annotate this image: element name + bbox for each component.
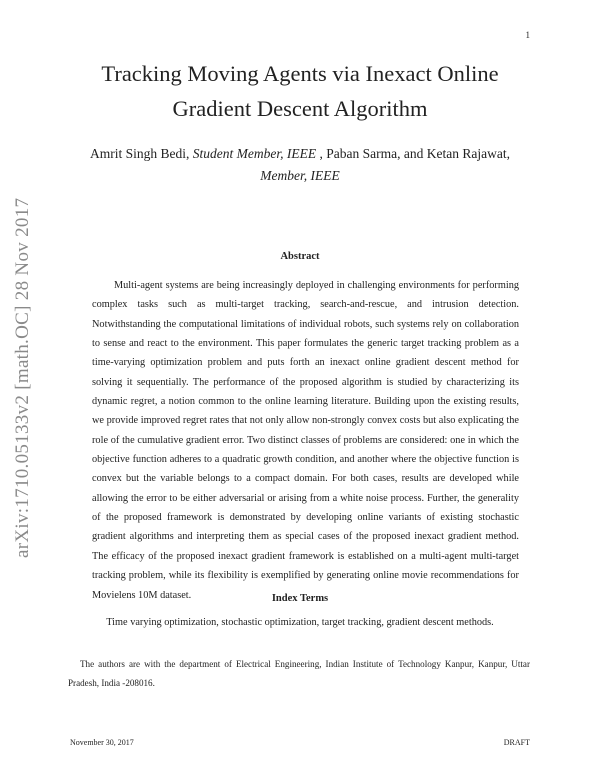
page-number: 1 <box>525 30 530 40</box>
index-terms-heading: Index Terms <box>271 593 329 604</box>
title-line-2: Gradient Descent Algorithm <box>172 96 428 121</box>
author-name: Amrit Singh Bedi, <box>90 146 190 161</box>
abstract-heading: Abstract <box>280 251 320 262</box>
index-terms-text: Time varying optimization, stochastic optimization, target tracking, gradient descent methods. <box>106 617 494 628</box>
paper-title <box>60 56 540 126</box>
arxiv-identifier-stamp: arXiv:1710.05133v2 [math.OC] 28 Nov 2017 <box>12 197 33 558</box>
author-role: Student Member, IEEE <box>192 146 317 161</box>
footer-date: November 30, 2017 <box>70 738 134 747</box>
abstract-body: Multi-agent systems are being increasingly deployed in challenging environments for performing complex tasks such as multi-target tracking, search-and-rescue, and intrusion detection. Notwithstanding the computational limitations of individual robots, such systems rely on collaboration to sense and react to the environment. This paper formulates the generic target tracking problem as a time-varying optimization problem and puts forth an inexact online gradient descent method for solving it sequentially. The performance of the proposed algorithm is studied by characterizing its dynamic regret, a notion common to the online learning literature. Building upon the existing results, we provide improved regret rates that not only allow non-strongly convex costs but also explicating the role of the cumulative gradient error. Two distinct classes of problems are considered: one in which the objective function adheres to a quadratic growth condition, and another where the objective function is convex but the variable belongs to a compact domain. For both cases, results are developed while allowing the error to be either adversarial or arising from a white noise process. Further, the generality of the proposed framework is demonstrated by developing online variants of existing stochastic gradient algorithms and interpreting them as special cases of the proposed inexact gradient method. The efficacy of the proposed inexact gradient framework is established on a multi-agent multi-target tracking problem, while its flexibility is exemplified by generating online movie recommendations for Movielens 10M dataset. <box>92 280 519 601</box>
author-names-rest: , Paban Sarma, and Ketan Rajawat, <box>316 146 510 161</box>
author-role-last: Member, IEEE <box>260 168 340 183</box>
footer-draft-label: DRAFT <box>503 738 530 747</box>
title-line-1: Tracking Moving Agents via Inexact Online <box>101 61 499 86</box>
author-list <box>60 143 540 187</box>
affiliation-footnote: The authors are with the department of Electrical Engineering, Indian Institute of Technology Kanpur, Kanpur, Uttar Pradesh, India -208016. <box>68 659 530 688</box>
